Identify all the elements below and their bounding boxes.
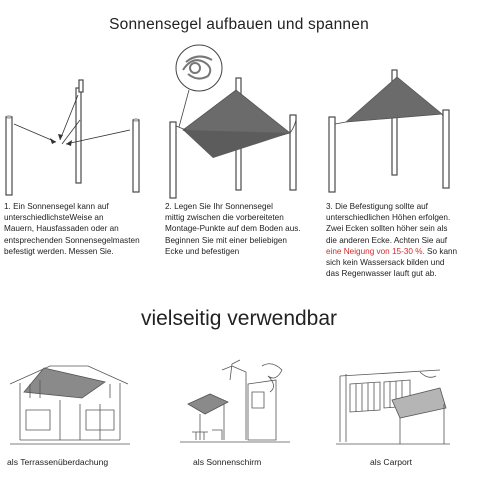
- text-line: 1. Ein Sonnensegel kann auf: [4, 202, 109, 211]
- terrace-illustration: [10, 366, 130, 444]
- text-line: sich kein Wassersack bilden und: [326, 258, 445, 268]
- text-line: Beginnen Sie mit einer beliebigen: [165, 235, 287, 245]
- text-line: Montage-Punkte auf dem Boden aus.: [165, 224, 301, 234]
- text-line: 2. Legen Sie Ihr Sonnensegel: [165, 202, 273, 211]
- slope-highlight: eine Neigung von 15-30 %.: [326, 246, 425, 256]
- text-line: entsprechenden Sonnensegelmasten: [4, 235, 140, 245]
- step-2-text: [165, 201, 323, 257]
- caption-terrace: als Terrassenüberdachung: [7, 457, 109, 467]
- text-line: Mauern, Hausfassaden oder an: [4, 224, 119, 234]
- text-line: unterschiedlichen Höhen erfolgen.: [326, 213, 451, 223]
- step-1-text: [4, 201, 154, 257]
- text-line: das Regenwasser lauft gut ab.: [326, 269, 437, 279]
- pole: [6, 80, 139, 195]
- text-line: die anderen Ecke. Achten Sie auf: [326, 235, 448, 245]
- umbrella-illustration: [180, 360, 290, 442]
- page-title: Sonnensegel aufbauen und spannen: [109, 16, 369, 33]
- step3-illustration: [329, 70, 449, 192]
- text-line: 3. Die Befestigung sollte auf: [326, 202, 428, 211]
- carport-illustration: [336, 370, 450, 444]
- text-line: mittig zwischen die vorbereiteten: [165, 213, 284, 223]
- step2-illustration: [170, 45, 296, 198]
- text-line: Ecke und befestigen: [165, 246, 240, 256]
- step1-illustration: [6, 80, 139, 195]
- text-line: eine Neigung von 15-30 %. So kann: [326, 246, 458, 256]
- caption-umbrella: als Sonnenschirm: [193, 457, 262, 467]
- measure-arrows: [14, 95, 130, 144]
- text-line: unterschiedlichsteWeise an: [4, 213, 104, 223]
- step-3-text: [326, 201, 476, 279]
- text-line: befestigt werden. Messen Sie.: [4, 246, 114, 256]
- sail-shape: [346, 77, 442, 122]
- section-heading: vielseitig verwendbar: [140, 307, 338, 330]
- text-line: Zwei Ecken sollten höher sein als: [326, 224, 448, 234]
- caption-carport: als Carport: [370, 457, 413, 467]
